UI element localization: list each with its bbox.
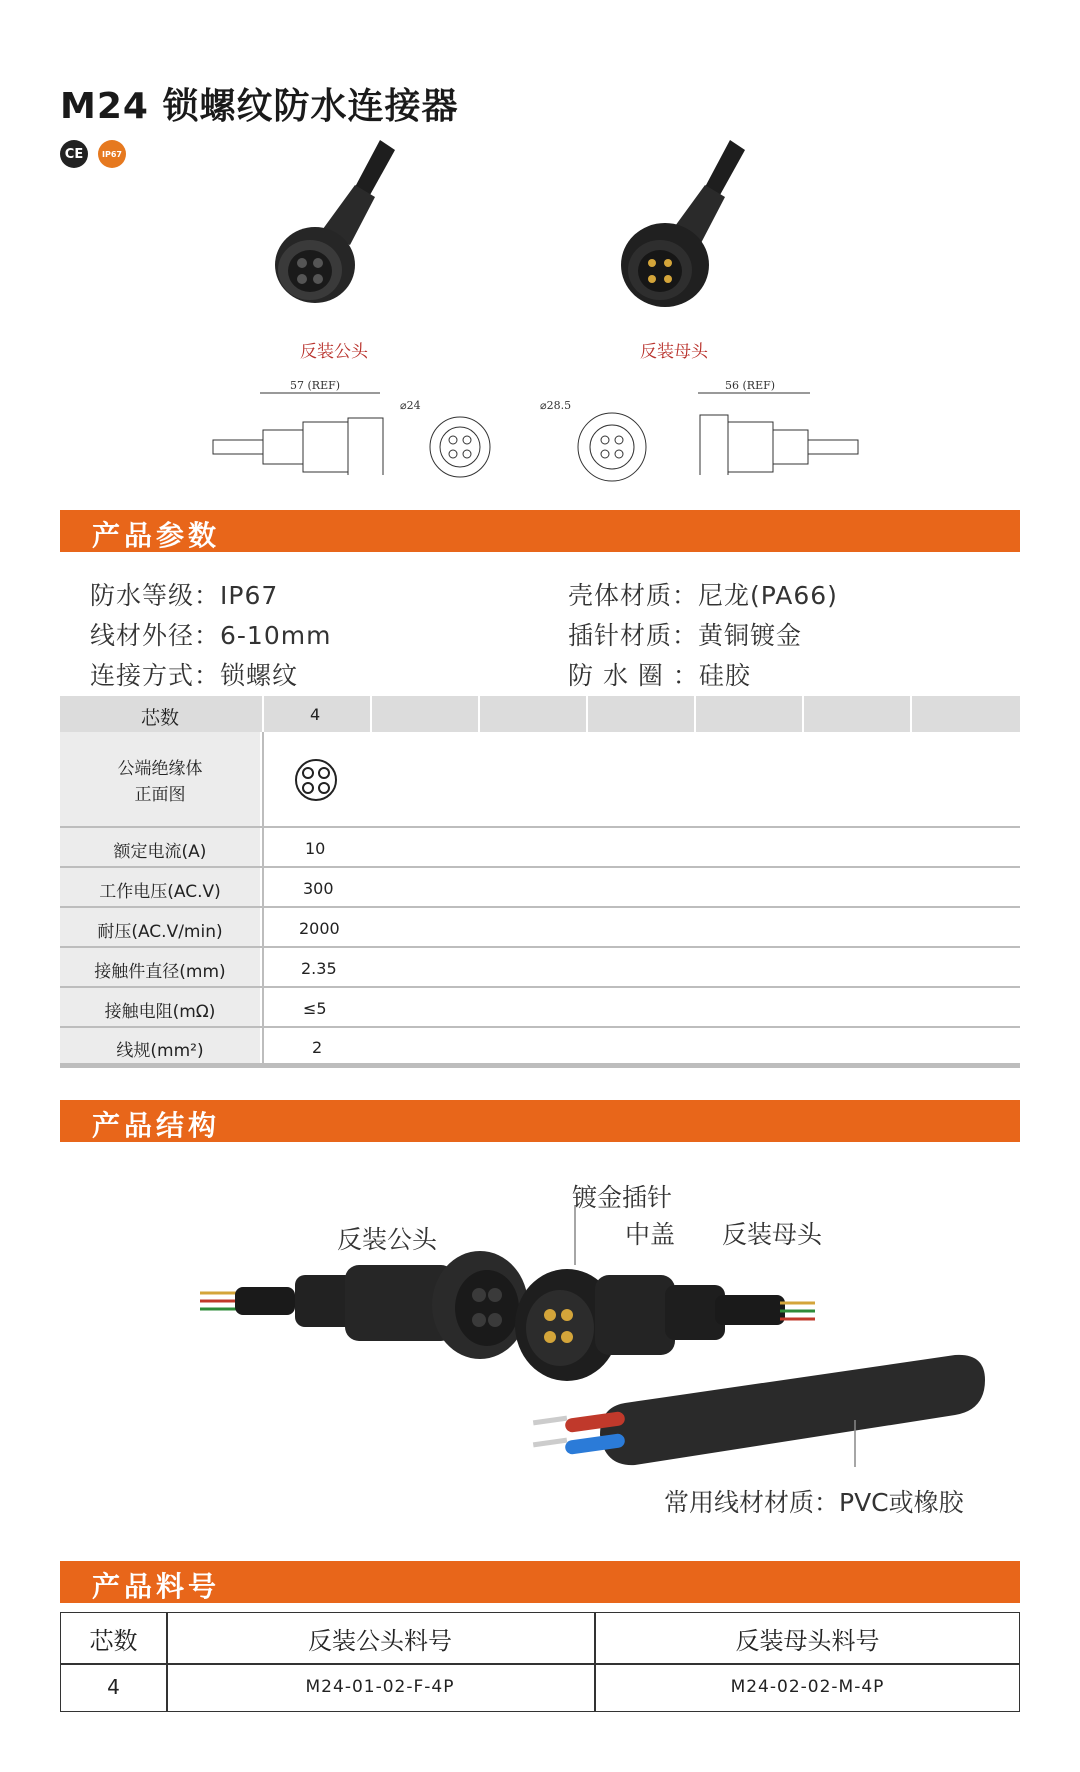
spec-row: 接触件直径(mm) 2.35 [60,948,1020,988]
female-photo-label: 反装母头 [640,342,708,362]
structure-illustration [195,1175,995,1475]
pn-header-cores: 芯数 [89,1626,138,1655]
svg-text:⌀24: ⌀24 [400,399,421,412]
spec-table-header [60,696,1020,732]
param-seal: 防 水 圈 ：硅胶 [568,661,751,690]
male-front-drawing [400,395,500,485]
female-front-drawing [540,395,660,485]
section-structure-bar [60,1100,1020,1142]
param-connection: 连接方式：锁螺纹 [90,661,299,690]
pn-header-male: 反装公头料号 [308,1626,452,1655]
male-photo-label: 反装公头 [300,342,368,362]
structure-female-label: 反装母头 [722,1220,823,1249]
certification-badges [60,140,126,168]
spec-row: 工作电压(AC.V) 300 [60,868,1020,908]
ce-badge-icon: CE [60,140,88,168]
part-number-table [60,1612,1020,1712]
spec-row-insulator [60,732,1020,828]
spec-row: 接触电阻(mΩ) ≤5 [60,988,1020,1028]
param-pin-material: 插针材质：黄铜镀金 [568,621,803,650]
param-cable-od: 线材外径：6-10mm [90,621,332,650]
spec-header-value: 4 [310,705,321,724]
section-partnumbers-bar [60,1561,1020,1603]
spec-row: 额定电流(A) 10 [60,828,1020,868]
male-connector-photo [270,135,430,335]
pn-cell-male: M24-01-02-F-4P [305,1677,455,1697]
structure-pins-label: 镀金插针 [572,1183,673,1212]
param-housing: 壳体材质：尼龙(PA66) [568,581,838,610]
spec-header-label: 芯数 [140,707,179,729]
page-title: M24 锁螺纹防水连接器 [60,86,459,127]
section-partnumbers-title: 产品料号 [92,1570,221,1603]
female-length-dim: 56 (REF) [725,379,776,392]
section-params-bar [60,510,1020,552]
spec-insulator-label: 公端绝缘体 正面图 [60,732,260,826]
structure-male-label: 反装公头 [337,1225,438,1254]
param-waterproof: 防水等级：IP67 [90,581,279,610]
svg-text:⌀28.5: ⌀28.5 [540,399,572,412]
female-connector-photo [620,135,780,335]
pn-cell-cores: 4 [107,1675,120,1699]
section-structure-title: 产品结构 [92,1109,221,1142]
spec-row: 耐压(AC.V/min) 2000 [60,908,1020,948]
structure-cap-label: 中盖 [625,1220,676,1249]
insulator-face-icon [292,758,342,802]
spec-row: 线规(mm²) 2 [60,1028,1020,1068]
pn-header-female: 反装母头料号 [735,1626,880,1655]
male-length-dim: 57 (REF) [290,379,341,392]
section-params-title: 产品参数 [92,519,221,552]
structure-cable-label: 常用线材材质：PVC或橡胶 [664,1488,964,1517]
ip67-badge-icon: IP67 [98,140,126,168]
pn-cell-female: M24-02-02-M-4P [730,1677,885,1697]
female-side-drawing [690,375,870,475]
